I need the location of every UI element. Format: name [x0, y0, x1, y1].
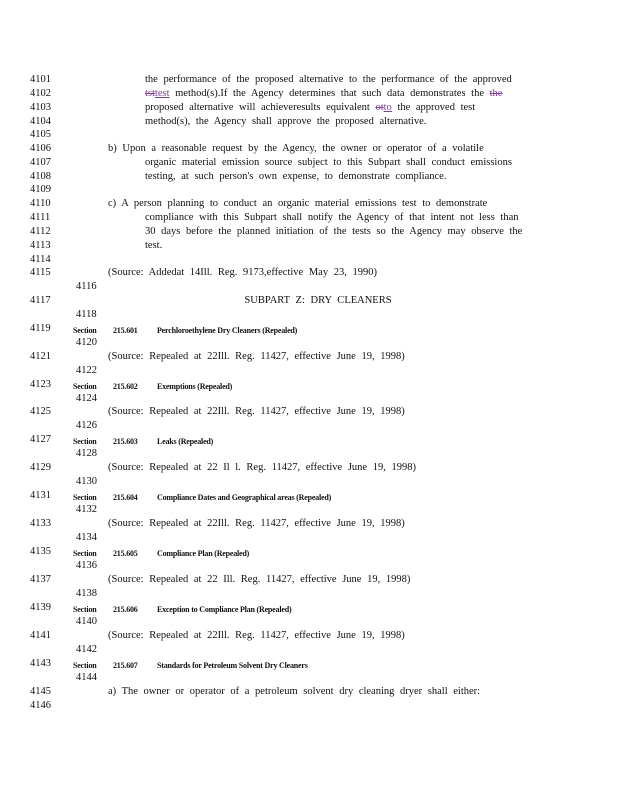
section-title: Compliance Plan (Repealed) — [157, 549, 250, 558]
source-note: (Source: Repealed at 22 Il l. Reg. 11427, effective June 19, 1998) — [108, 462, 416, 473]
line-number: 4138 — [76, 588, 97, 599]
line-number: 4106 — [30, 143, 51, 154]
line-number: 4145 — [30, 686, 51, 697]
body-line: testing, at such person's own expense, to demonstrate compliance. — [145, 171, 447, 182]
inserted-text: to — [383, 102, 392, 113]
line-number: 4136 — [76, 560, 97, 571]
line-number: 4133 — [30, 518, 51, 529]
body-line: 30 days before the planned initiation of the tests so the Agency may observe the — [145, 226, 523, 237]
section-number: 215.607 — [113, 661, 138, 670]
section-word: Section — [73, 326, 97, 335]
section-word: Section — [73, 661, 97, 670]
line-number: 4109 — [30, 184, 51, 195]
body-line — [145, 102, 475, 114]
section-heading — [73, 325, 297, 337]
source-note: (Source: Repealed at 22 Ill. Reg. 11427, effective June 19, 1998) — [108, 574, 411, 585]
section-number: 215.605 — [113, 549, 138, 558]
inserted-text: test — [154, 88, 170, 99]
section-number: 215.601 — [113, 326, 138, 335]
section-word: Section — [73, 549, 97, 558]
section-heading — [73, 436, 213, 448]
line-number: 4142 — [76, 644, 97, 655]
source-note: (Source: Addedat 14Ill. Reg. 9173,effective May 23, 1990) — [108, 267, 377, 278]
body-text: method(s).If the Agency determines that such data demonstrates the — [175, 88, 485, 99]
body-line: c) A person planning to conduct an organic material emissions test to demonstrate — [108, 198, 488, 209]
line-number: 4117 — [30, 295, 51, 306]
line-number: 4127 — [30, 434, 51, 445]
line-number: 4126 — [76, 420, 97, 431]
section-word: Section — [73, 382, 97, 391]
section-heading — [73, 492, 331, 504]
line-number: 4119 — [30, 323, 51, 334]
line-number: 4125 — [30, 406, 51, 417]
line-number: 4121 — [30, 351, 51, 362]
subpart-heading: SUBPART Z: DRY CLEANERS — [244, 295, 392, 306]
line-number: 4130 — [76, 476, 97, 487]
source-note: (Source: Repealed at 22Ill. Reg. 11427, effective June 19, 1998) — [108, 518, 405, 529]
section-title: Exception to Compliance Plan (Repealed) — [157, 605, 292, 614]
line-number: 4114 — [30, 254, 51, 265]
line-number: 4146 — [30, 700, 51, 711]
section-heading — [73, 381, 232, 393]
line-number: 4118 — [76, 309, 97, 320]
line-number: 4132 — [76, 504, 97, 515]
deleted-text: the — [489, 88, 503, 99]
line-number: 4143 — [30, 658, 51, 669]
section-word: Section — [73, 437, 97, 446]
line-number: 4144 — [76, 672, 97, 683]
line-number: 4108 — [30, 171, 51, 182]
body-line — [145, 88, 502, 100]
line-number: 4120 — [76, 337, 97, 348]
body-line: the performance of the proposed alternative to the performance of the approved — [145, 74, 512, 85]
deleted-text: tst — [145, 88, 155, 99]
line-number: 4134 — [76, 532, 97, 543]
line-number: 4131 — [30, 490, 51, 501]
body-line: compliance with this Subpart shall notify the Agency of that intent not less than — [145, 212, 519, 223]
section-heading — [73, 604, 291, 616]
line-number: 4104 — [30, 116, 51, 127]
source-note: (Source: Repealed at 22Ill. Reg. 11427, effective June 19, 1998) — [108, 351, 405, 362]
section-heading — [73, 660, 308, 672]
section-title: Compliance Dates and Geographical areas (Repealed) — [157, 493, 332, 502]
line-number: 4102 — [30, 88, 51, 99]
line-number: 4122 — [76, 365, 97, 376]
section-number: 215.604 — [113, 493, 138, 502]
line-number: 4141 — [30, 630, 51, 641]
line-number: 4123 — [30, 379, 51, 390]
line-number: 4124 — [76, 393, 97, 404]
line-number: 4139 — [30, 602, 51, 613]
section-word: Section — [73, 493, 97, 502]
line-number: 4111 — [30, 212, 51, 223]
section-title: Standards for Petroleum Solvent Dry Cleaners — [157, 661, 308, 670]
line-number: 4101 — [30, 74, 51, 85]
deleted-text: ot — [375, 102, 384, 113]
body-line: organic material emission source subject to this Subpart shall conduct emissions — [145, 157, 512, 168]
section-title: Leaks (Repealed) — [157, 437, 214, 446]
section-number: 215.603 — [113, 437, 138, 446]
section-title: Perchloroethylene Dry Cleaners (Repealed) — [157, 326, 298, 335]
line-number: 4105 — [30, 129, 51, 140]
line-number: 4135 — [30, 546, 51, 557]
line-number: 4128 — [76, 448, 97, 459]
body-line: b) Upon a reasonable request by the Agency, the owner or operator of a volatile — [108, 143, 484, 154]
line-number: 4137 — [30, 574, 51, 585]
line-number: 4113 — [30, 240, 51, 251]
section-word: Section — [73, 605, 97, 614]
line-number: 4129 — [30, 462, 51, 473]
line-number: 4110 — [30, 198, 51, 209]
source-note: (Source: Repealed at 22Ill. Reg. 11427, effective June 19, 1998) — [108, 406, 405, 417]
body-line: method(s), the Agency shall approve the proposed alternative. — [145, 116, 427, 127]
section-number: 215.602 — [113, 382, 138, 391]
section-heading — [73, 548, 249, 560]
line-number: 4107 — [30, 157, 51, 168]
line-number: 4112 — [30, 226, 51, 237]
line-number: 4103 — [30, 102, 51, 113]
section-title: Exemptions (Repealed) — [157, 382, 233, 391]
body-text: the approved test — [397, 102, 476, 113]
source-note: (Source: Repealed at 22Ill. Reg. 11427, effective June 19, 1998) — [108, 630, 405, 641]
body-line: test. — [145, 240, 163, 251]
line-number: 4115 — [30, 267, 51, 278]
body-text: proposed alternative will achieveresults equivalent — [145, 102, 370, 113]
section-number: 215.606 — [113, 605, 138, 614]
line-number: 4140 — [76, 616, 97, 627]
line-number: 4116 — [76, 281, 97, 292]
body-line: a) The owner or operator of a petroleum solvent dry cleaning dryer shall either: — [108, 686, 481, 697]
